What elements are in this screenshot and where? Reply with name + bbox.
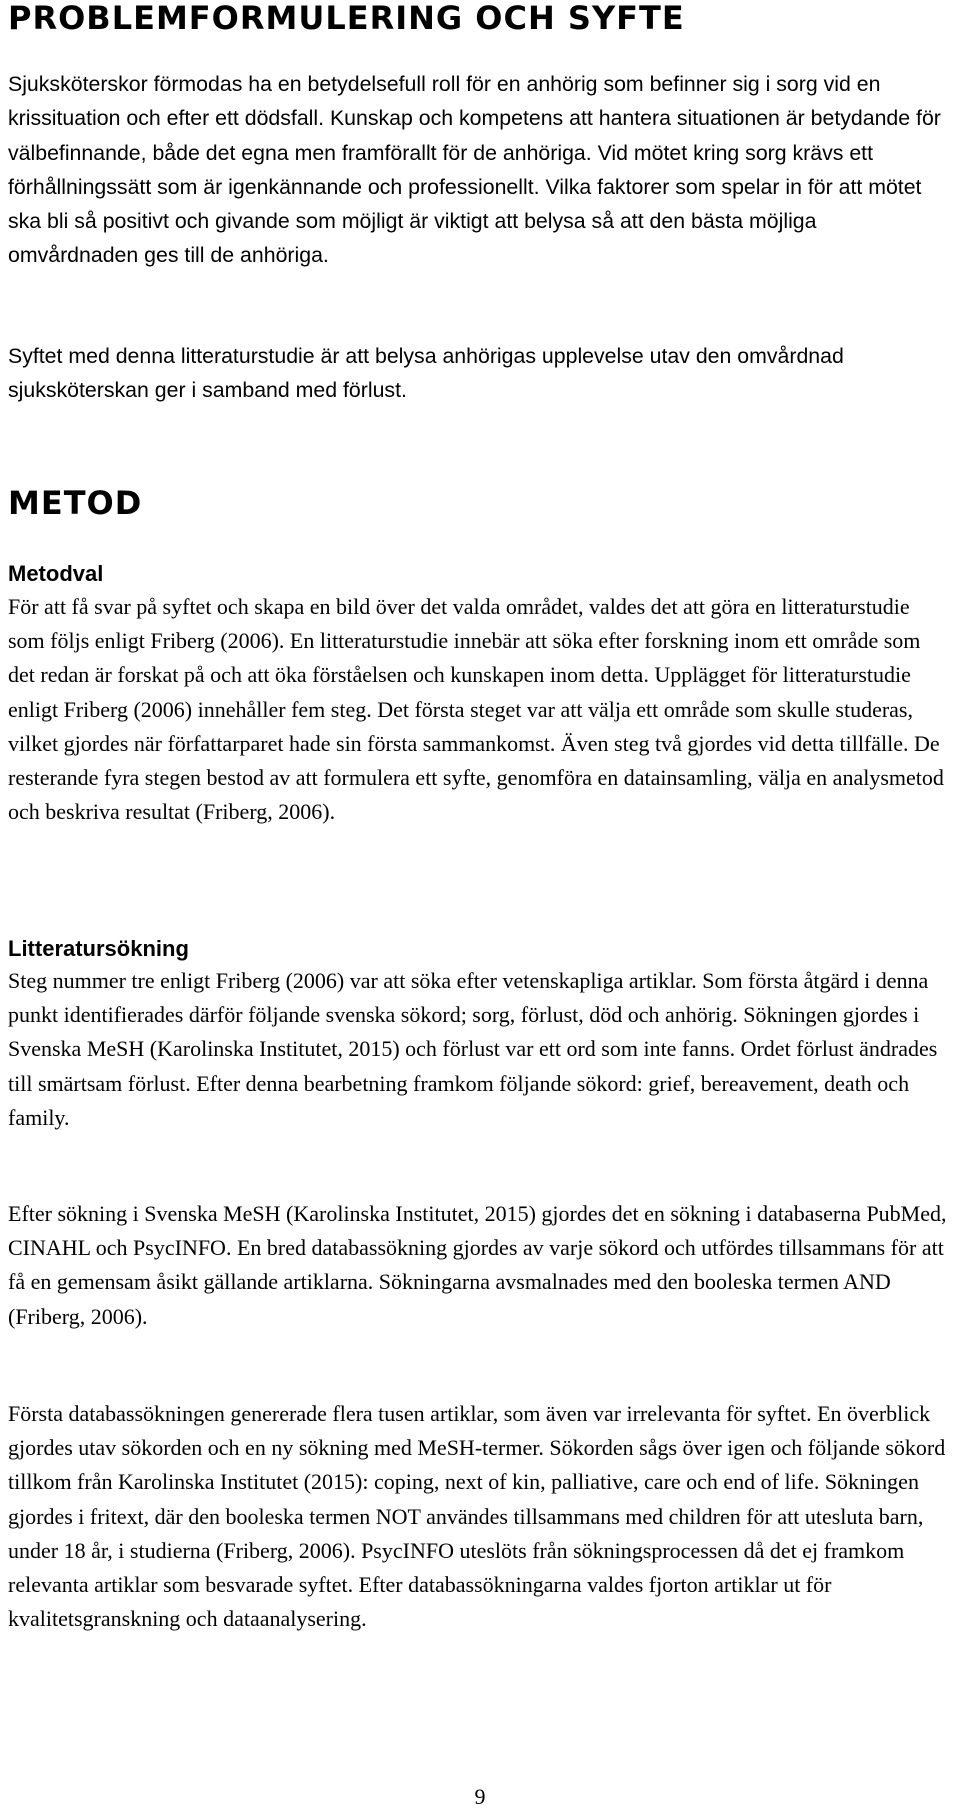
paragraph-litteratursokning-2: Efter sökning i Svenska MeSH (Karolinska Institutet, 2015) gjordes det en sökning i databaserna PubMed, CINAHL och PsycINFO. En bred databassökning gjordes av varje sökord och utfördes tillsammans för att få en gemensam åsikt gällande artiklarna. Sökningarna avsmalnades med den booleska termen AND (Friberg, 2006).	[8, 1201, 947, 1329]
paragraph-litteratursokning-1: Steg nummer tre enligt Friberg (2006) var att söka efter vetenskapliga artiklar. Som första åtgärd i denna punkt identifierades därför följande svenska sökord; sorg, förlust, död och anhörig. Sökningen gjordes i Svenska MeSH (Karolinska Institutet, 2015) och förlust var ett ord som inte fanns. Ordet förlust ändrades till smärtsam förlust. Efter denna bearbetning framkom följande sökord: grief, bereavement, death och family.	[8, 968, 938, 1130]
page-number: 9	[474, 1784, 486, 1809]
paragraph-metodval: För att få svar på syftet och skapa en bild över det valda området, valdes det att göra en litteraturstudie som följs enligt Friberg (2006). En litteraturstudie innebär att söka efter forskning inom ett område som det redan är forskat på och att öka förståelsen och kunskapen inom detta. Upplägget för litteraturstudie enligt Friberg (2006) innehåller fem steg. Det första steget var att välja ett område som skulle studeras, vilket gjordes när författarparet hade sin första sammankomst. Även steg två gjordes vid detta tillfälle. De resterande fyra stegen bestod av att formulera ett syfte, genomföra en datainsamling, välja en analysmetod och beskriva resultat (Friberg, 2006).	[8, 594, 944, 825]
subheading-metodval: Metodval	[8, 561, 104, 586]
paragraph-syfte: Syftet med denna litteraturstudie är att belysa anhörigas upplevelse utav den omvårdnad sjuksköterskan ger i samband med förlust.	[8, 344, 844, 403]
paragraph-problem: Sjuksköterskor förmodas ha en betydelsefull roll för en anhörig som befinner sig i sorg vid en krissituation och efter ett dödsfall. Kunskap och kompetens att hantera situationen är betydande för välbefinnande, både det egna men framförallt för de anhöriga. Vid mötet kring sorg krävs ett förhållningssätt som är igenkännande och professionellt. Vilka faktorer som spelar in för att mötet ska bli så positivt och givande som möjligt är viktigt att belysa så att den bästa möjliga omvårdnaden ges till de anhöriga.	[8, 72, 941, 268]
section-heading-problemformulering: PROBLEMFORMULERING OCH SYFTE	[8, 0, 685, 37]
section-heading-metod: METOD	[8, 484, 143, 522]
paragraph-litteratursokning-3: Första databassökningen genererade flera tusen artiklar, som även var irrelevanta för syftet. En överblick gjordes utav sökorden och en ny sökning med MeSH-termer. Sökorden sågs över igen och följande sökord tillkom från Karolinska Institutet (2015): coping, next of kin, palliative, care och end of life. Sökningen gjordes i fritext, där den booleska termen NOT användes tillsammans med children för att utesluta barn, under 18 år, i studierna (Friberg, 2006). PsycINFO uteslöts från sökningsprocessen då det ej framkom relevanta artiklar som besvarade syftet. Efter databassökningarna valdes fjorton artiklar ut för kvalitetsgranskning och dataanalysering.	[8, 1401, 946, 1632]
subheading-litteratursokning: Litteratursökning	[8, 936, 189, 961]
